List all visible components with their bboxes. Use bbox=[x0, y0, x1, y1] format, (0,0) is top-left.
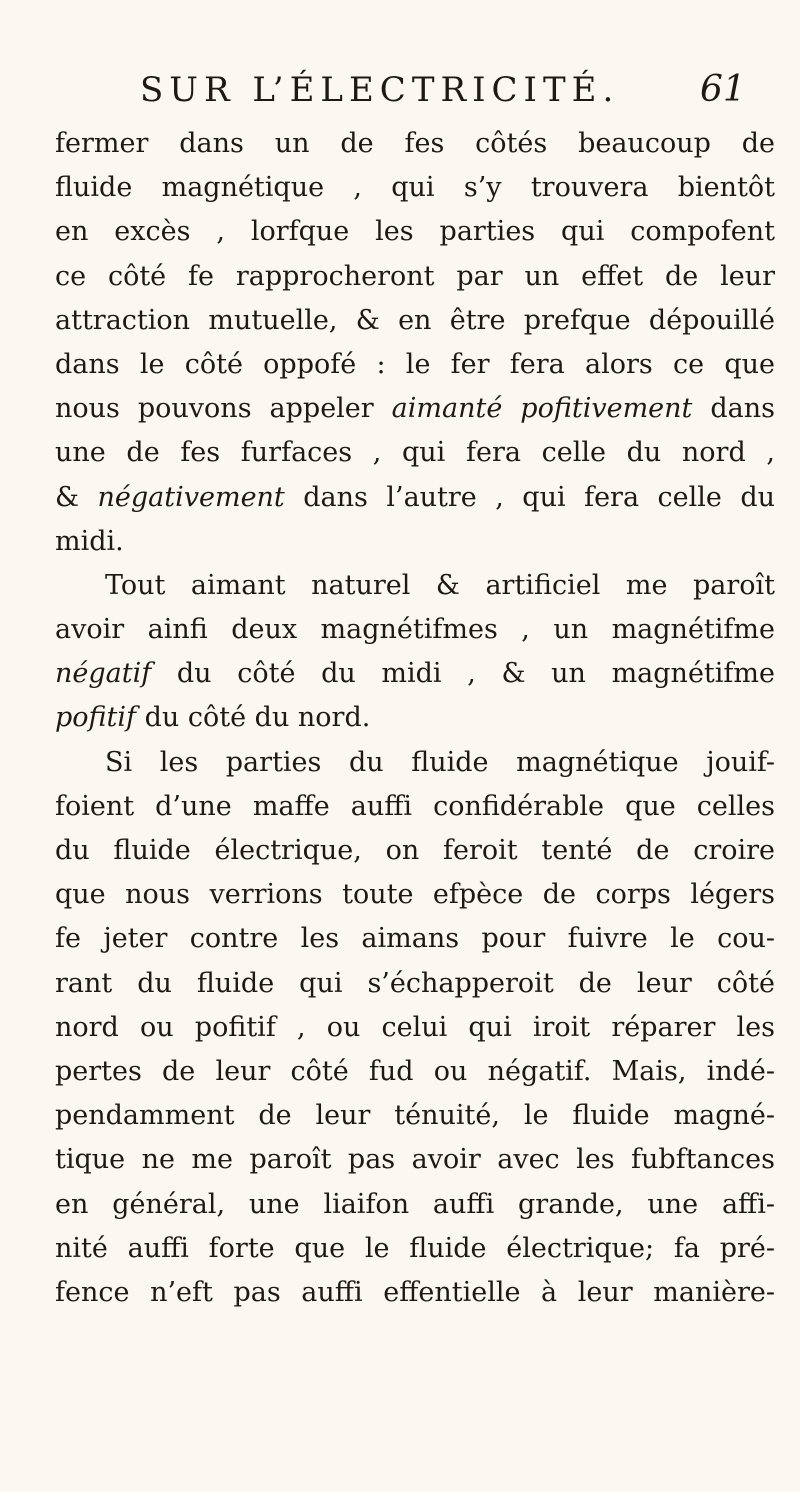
text-line bbox=[55, 652, 775, 696]
text-line: nité auffi forte que le fluide électrique; fa pré- bbox=[55, 1232, 775, 1264]
text-segment: du côté du midi , & un magnétifme bbox=[151, 658, 775, 690]
text-line: en général, une liaifon auffi grande, une affi- bbox=[55, 1188, 775, 1220]
text-line: fluide magnétique , qui s’y trouvera bientôt bbox=[55, 172, 775, 204]
text-line: rant du fluide qui s’échapperoit de leur côté bbox=[55, 967, 775, 999]
text-line: foient d’une maffe auffi confidérable que celles bbox=[55, 790, 775, 822]
text-line: une de fes furfaces , qui fera celle du nord , bbox=[55, 437, 775, 469]
text-segment: du côté du nord. bbox=[136, 702, 371, 734]
text-line: dans le côté oppofé : le fer fera alors ce que bbox=[55, 348, 775, 380]
text-line: en excès , lorfque les parties qui compofent bbox=[55, 216, 775, 248]
text-segment: nous pouvons appeler bbox=[55, 393, 392, 425]
body-text bbox=[55, 122, 775, 1315]
text-segment: & bbox=[55, 481, 98, 513]
text-line: pertes de leur côté fud ou négatif. Mais, indé- bbox=[55, 1055, 775, 1087]
italic-text: aimanté pofitivement bbox=[391, 393, 693, 425]
text-line: midi. bbox=[55, 525, 124, 557]
text-line: que nous verrions toute efpèce de corps légers bbox=[55, 879, 775, 911]
text-line bbox=[55, 387, 775, 431]
running-head bbox=[0, 60, 800, 120]
text-line: ce côté fe rapprocheront par un effet de leur bbox=[55, 260, 775, 292]
text-line: tique ne me paroît pas avoir avec les fubftances bbox=[55, 1144, 775, 1176]
text-line: nord ou pofitif , ou celui qui iroit réparer les bbox=[55, 1011, 775, 1043]
text-line: attraction mutuelle, & en être prefque dépouillé bbox=[55, 304, 775, 336]
text-line: fe jeter contre les aimans pour fuivre le cou- bbox=[55, 923, 775, 955]
page-number: 61 bbox=[700, 69, 746, 110]
text-segment: dans bbox=[692, 393, 775, 425]
text-line: Tout aimant naturel & artificiel me paroît bbox=[105, 569, 775, 601]
text-line: pendamment de leur ténuité, le fluide magné- bbox=[55, 1100, 775, 1132]
text-line bbox=[55, 696, 775, 740]
text-line: Si les parties du fluide magnétique jouif- bbox=[105, 746, 775, 778]
italic-text: pofitif bbox=[55, 702, 137, 734]
text-line: avoir ainfi deux magnétifmes , un magnétifme bbox=[55, 614, 775, 646]
text-line: fermer dans un de fes côtés beaucoup de bbox=[55, 128, 775, 159]
running-head-title: SUR L’ÉLECTRICITÉ. bbox=[140, 70, 620, 110]
italic-text: négativement bbox=[97, 481, 285, 513]
text-line bbox=[55, 476, 775, 520]
text-line: fence n’eft pas auffi effentielle à leur manière- bbox=[55, 1276, 775, 1308]
text-segment: dans l’autre , qui fera celle du bbox=[284, 481, 775, 513]
italic-text: négatif bbox=[55, 658, 152, 690]
text-line: du fluide électrique, on feroit tenté de croire bbox=[55, 835, 775, 866]
